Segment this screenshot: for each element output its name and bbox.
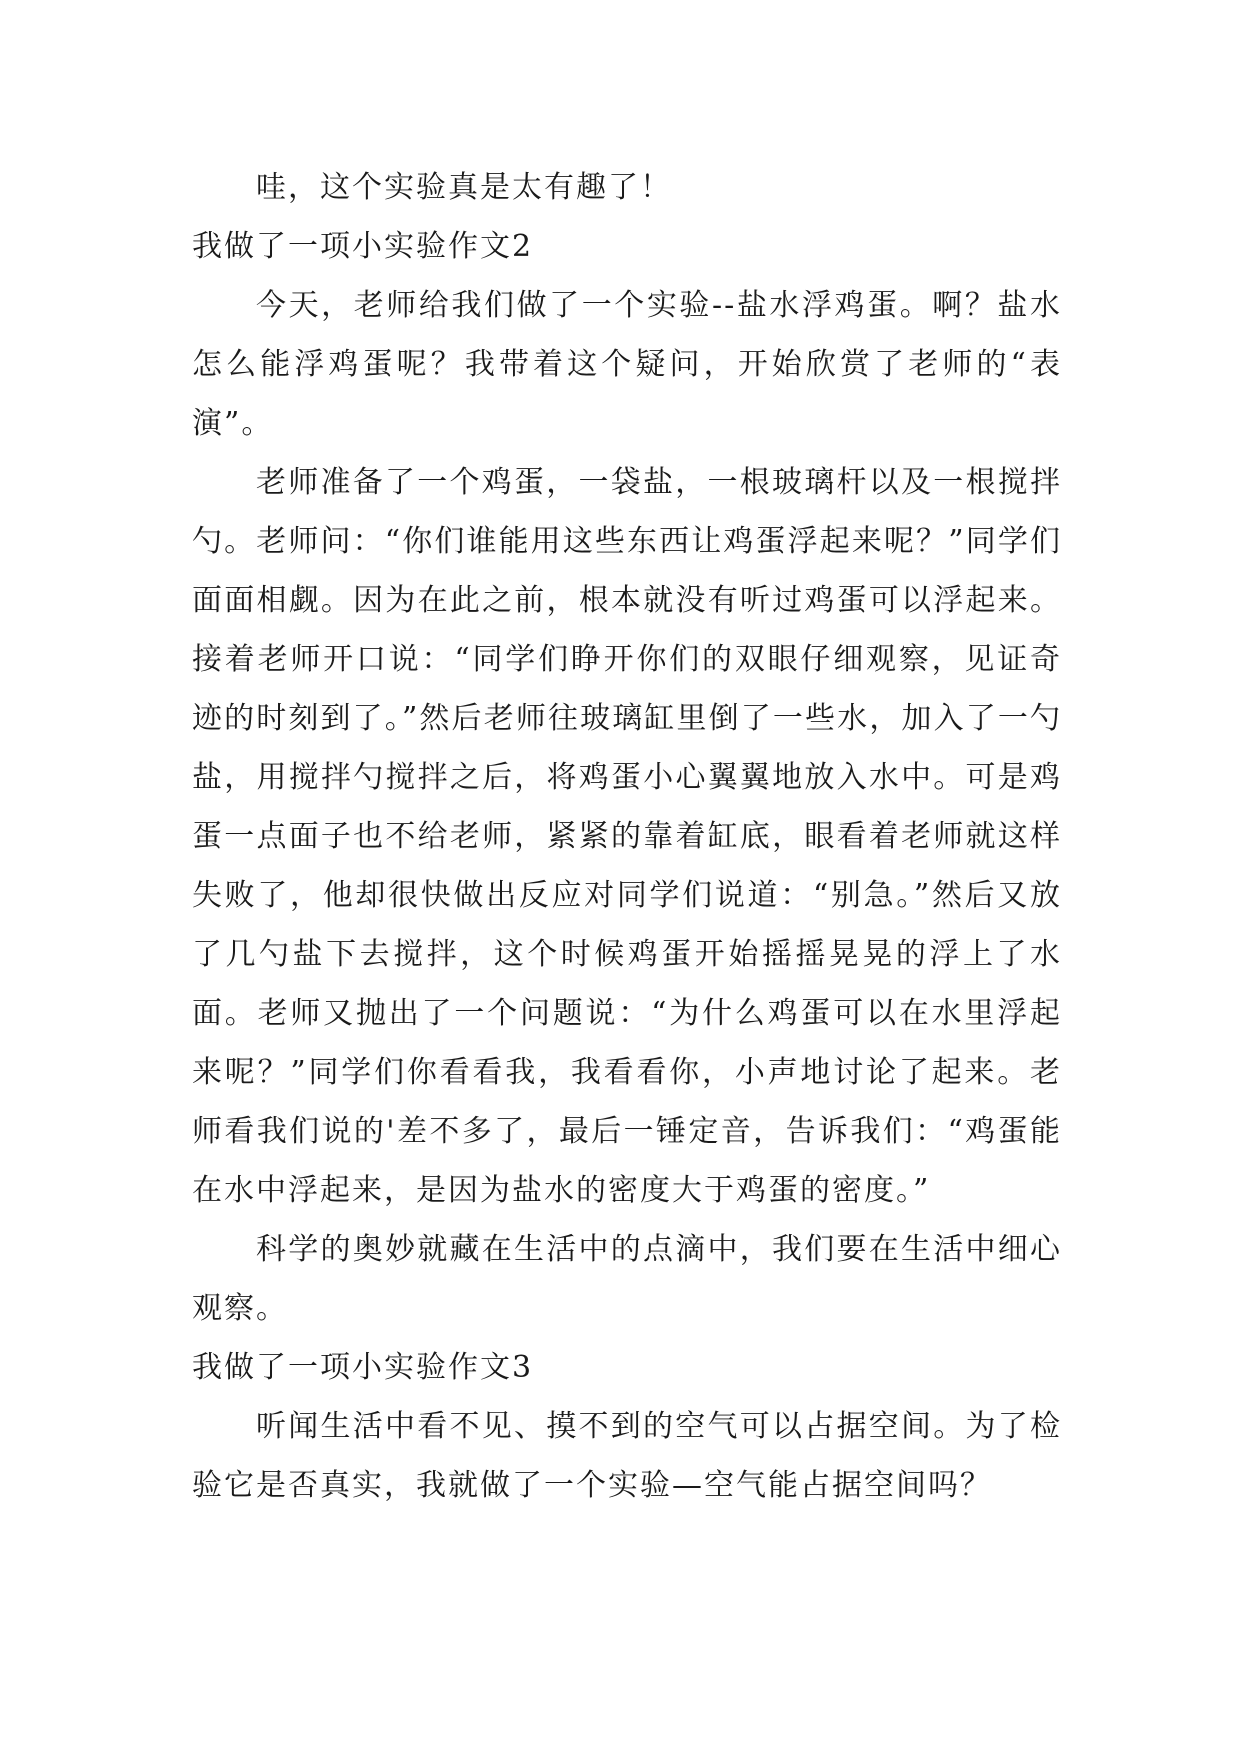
paragraph-intro-2: 今天，老师给我们做了一个实验--盐水浮鸡蛋。啊？盐水怎么能浮鸡蛋呢？我带着这个疑问，开始欣赏了老师的“表演”。 — [192, 288, 1062, 441]
paragraph-conclusion-2: 科学的奥妙就藏在生活中的点滴中，我们要在生活中细心观察。 — [192, 1232, 1062, 1326]
essay-heading-2: 我做了一项小实验作文2 — [192, 229, 534, 264]
essay-heading-3: 我做了一项小实验作文3 — [192, 1350, 534, 1385]
paragraph-experiment-2: 老师准备了一个鸡蛋，一袋盐，一根玻璃杆以及一根搅拌勺。老师问：“你们谁能用这些东西让鸡蛋浮起来呢？”同学们面面相觑。因为在此之前，根本就没有听过鸡蛋可以浮起来。接着老师开口说：“同学们睁开你们的双眼仔细观察，见证奇迹的时刻到了。”然后老师往玻璃缸里倒了一些水，加入了一勺盐，用搅拌勺搅拌之后，将鸡蛋小心翼翼地放入水中。可是鸡蛋一点面子也不给老师，紧紧的靠着缸底，眼看着老师就这样失败了，他却很快做出反应对同学们说道：“别急。”然后又放了几勺盐下去搅拌，这个时候鸡蛋开始摇摇晃晃的浮上了水面。老师又抛出了一个问题说：“为什么鸡蛋可以在水里浮起来呢？”同学们你看看我，我看看你，小声地讨论了起来。老师看我们说的'差不多了，最后一锤定音，告诉我们：“鸡蛋能在水中浮起来，是因为盐水的密度大于鸡蛋的密度。” — [192, 465, 1062, 1208]
paragraph-closing-1: 哇，这个实验真是太有趣了！ — [256, 170, 672, 205]
document-body — [192, 158, 1062, 1515]
paragraph-intro-3: 听闻生活中看不见、摸不到的空气可以占据空间。为了检验它是否真实，我就做了一个实验—空气能占据空间吗？ — [192, 1409, 1062, 1503]
